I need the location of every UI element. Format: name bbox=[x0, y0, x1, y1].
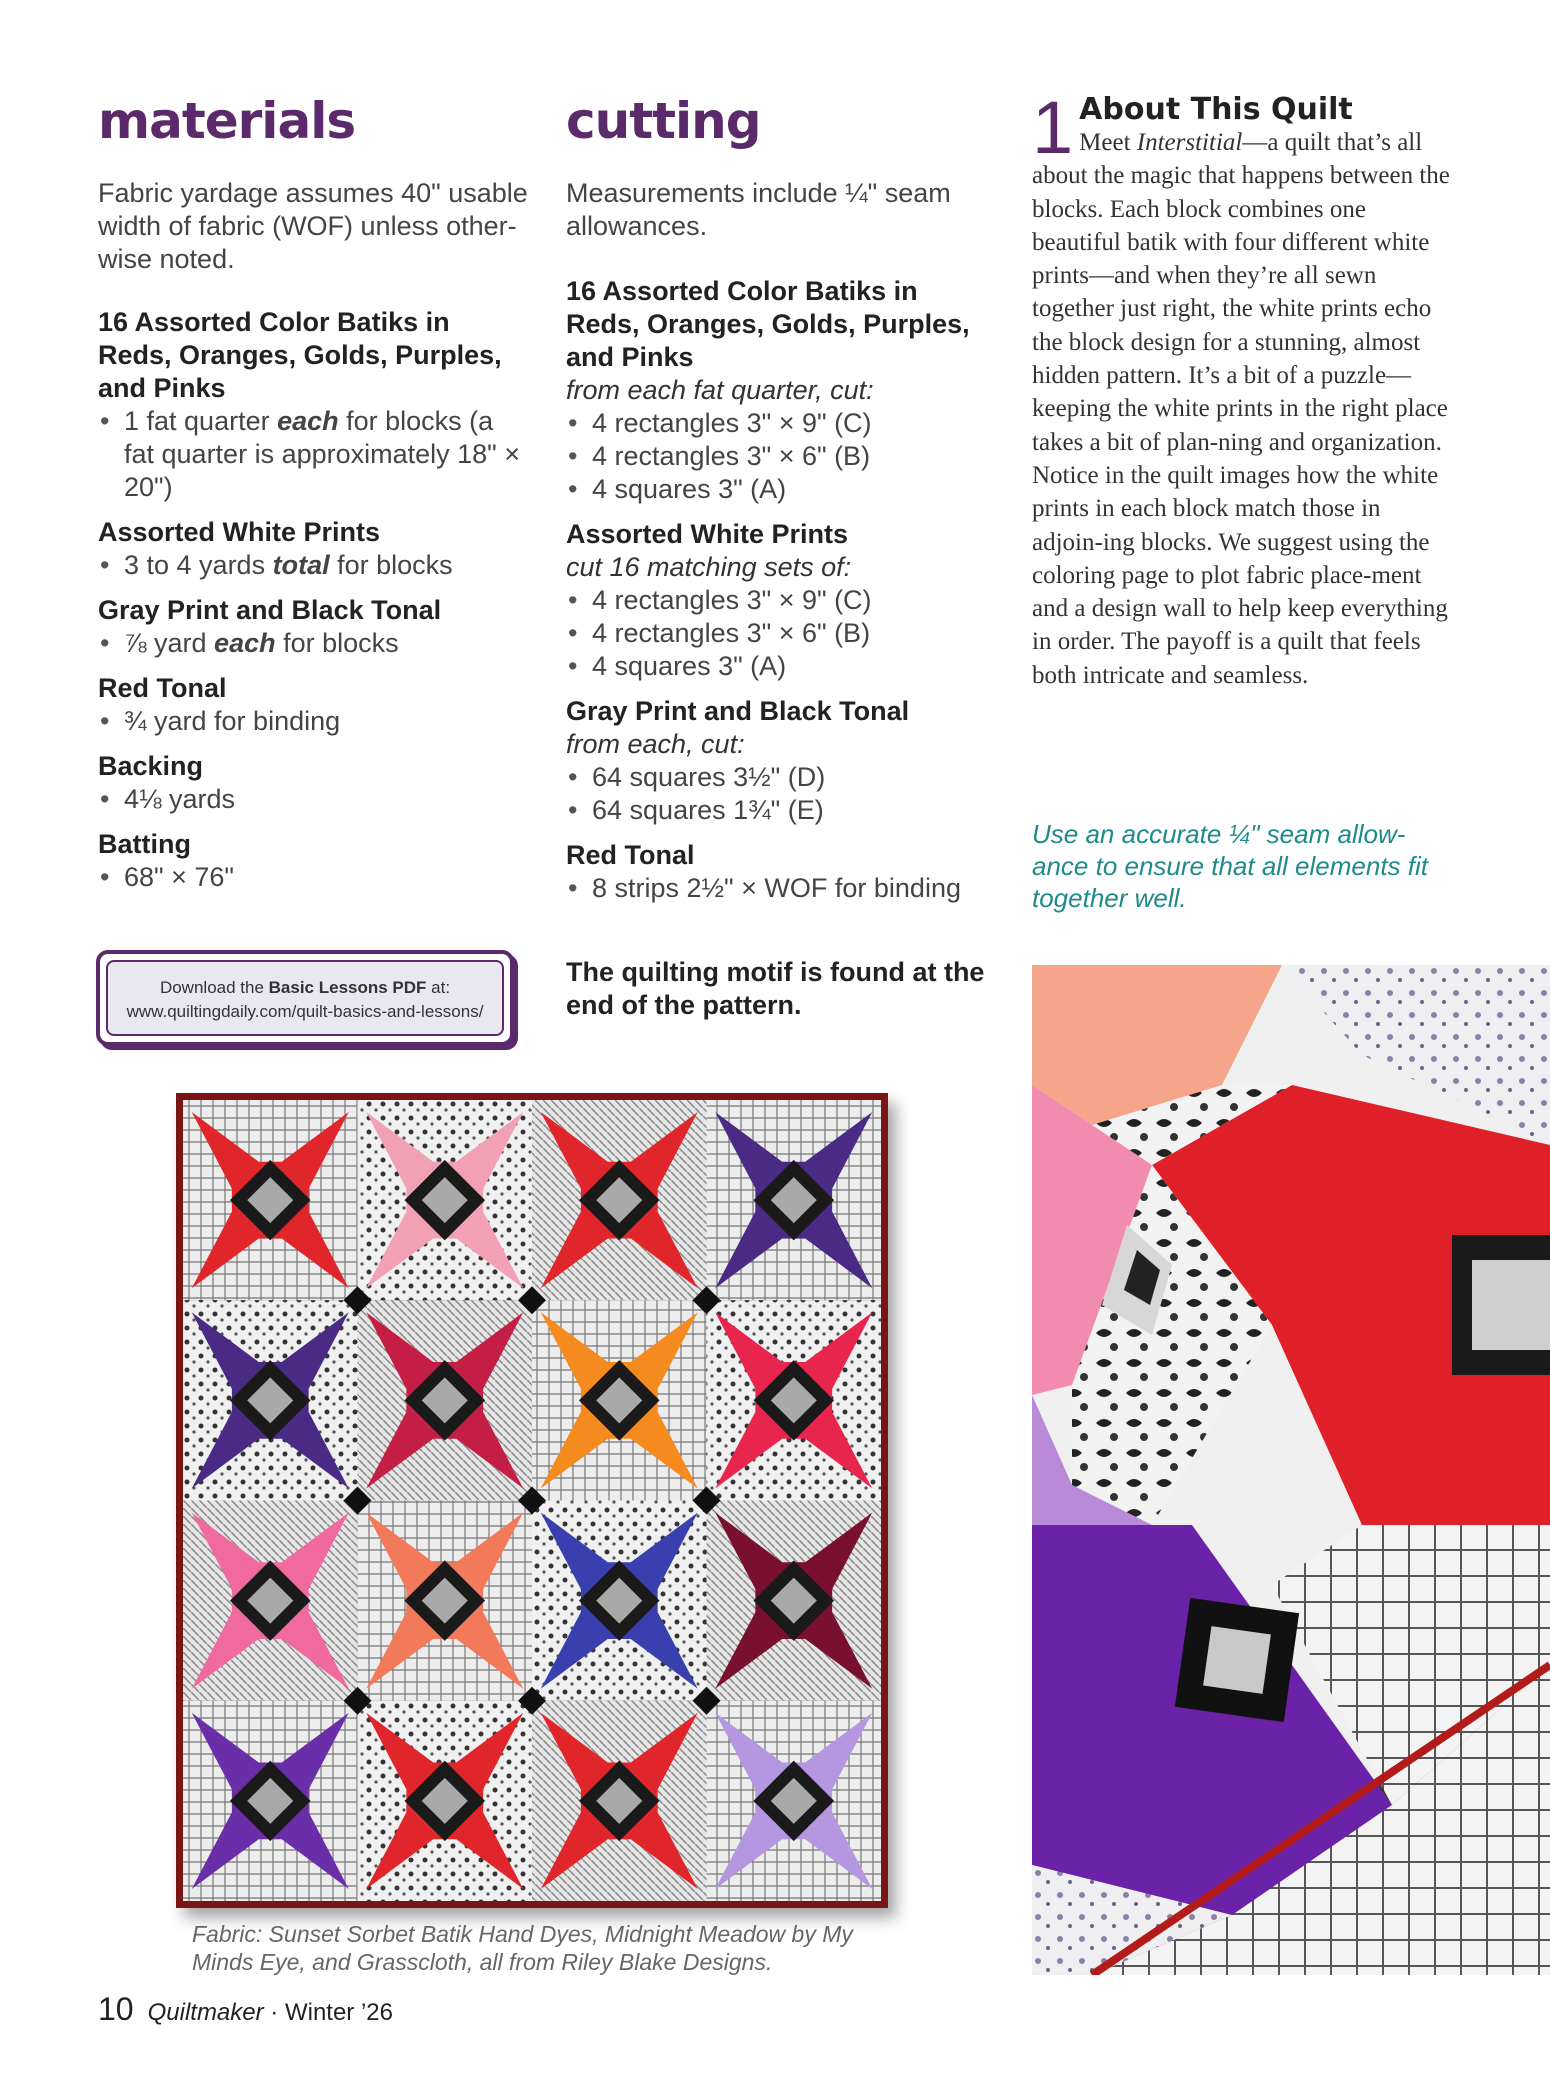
cutting-list bbox=[566, 761, 996, 827]
materials-section-title: Red Tonal bbox=[98, 673, 227, 703]
magazine-name: Quiltmaker bbox=[147, 1999, 264, 2026]
cutting-item: • 4 squares 3" (A) bbox=[566, 650, 996, 683]
materials-item: • 4⅛ yards bbox=[98, 783, 528, 816]
about-title: About This Quilt bbox=[1079, 92, 1353, 127]
about-this-quilt bbox=[1032, 86, 1452, 692]
quilt-illustration bbox=[183, 1100, 881, 1901]
materials-column bbox=[98, 177, 528, 906]
materials-item: • 3 to 4 yards total for blocks bbox=[98, 549, 528, 582]
cutting-section-subtitle: from each, cut: bbox=[566, 729, 745, 759]
materials-intro: Fabric yardage assumes 40" usable width of fabric (WOF) unless other-wise noted. bbox=[98, 178, 528, 274]
materials-section-title: Batting bbox=[98, 829, 191, 859]
cutting-item: • 4 rectangles 3" × 9" (C) bbox=[566, 407, 996, 440]
lessons-url-link[interactable]: www.quiltingdaily.com/quilt-basics-and-lessons/ bbox=[126, 1002, 484, 1021]
materials-list bbox=[98, 405, 528, 504]
drop-cap-number: 1 bbox=[1032, 86, 1074, 169]
basic-lessons-inner bbox=[106, 960, 504, 1036]
quilt-closeup-illustration bbox=[1032, 965, 1550, 1975]
cutting-list bbox=[566, 584, 996, 683]
materials-item: • ⅞ yard each for blocks bbox=[98, 627, 528, 660]
cutting-item: • 4 rectangles 3" × 9" (C) bbox=[566, 584, 996, 617]
materials-item: • 68" × 76" bbox=[98, 861, 528, 894]
materials-list bbox=[98, 549, 528, 582]
cutting-section-title: Gray Print and Black Tonal bbox=[566, 696, 910, 726]
materials-list bbox=[98, 705, 528, 738]
materials-section-title: 16 Assorted Color Batiks in Reds, Oranges, Golds, Purples, and Pinks bbox=[98, 307, 502, 403]
materials-section-title: Assorted White Prints bbox=[98, 517, 381, 547]
page-number: 10 bbox=[98, 1991, 134, 2027]
cutting-item: • 64 squares 1¾" (E) bbox=[566, 794, 996, 827]
materials-heading: materials bbox=[98, 92, 356, 150]
quilting-motif-note: The quilting motif is found at the end of the pattern. bbox=[566, 957, 985, 1020]
quilt-closeup-photo bbox=[1032, 965, 1550, 1975]
cutting-column bbox=[566, 177, 996, 917]
materials-list bbox=[98, 861, 528, 894]
materials-section-title: Backing bbox=[98, 751, 204, 781]
cutting-section-title: Assorted White Prints bbox=[566, 519, 849, 549]
cutting-section-title: 16 Assorted Color Batiks in Reds, Oranges, Golds, Purples, and Pinks bbox=[566, 276, 970, 372]
materials-list bbox=[98, 627, 528, 660]
cutting-section-subtitle: cut 16 matching sets of: bbox=[566, 552, 852, 582]
cutting-section-subtitle: from each fat quarter, cut: bbox=[566, 375, 874, 405]
lessons-line: Download the Basic Lessons PDF at: bbox=[159, 978, 451, 997]
materials-list bbox=[98, 783, 528, 816]
cutting-intro: Measurements include ¼" seam allowances. bbox=[566, 178, 951, 241]
cutting-item: • 4 rectangles 3" × 6" (B) bbox=[566, 617, 996, 650]
cutting-item: • 8 strips 2½" × WOF for binding bbox=[566, 872, 996, 905]
fabric-caption: Fabric: Sunset Sorbet Batik Hand Dyes, Midnight Meadow by My Minds Eye, and Grasscloth, all from Riley Blake Designs. bbox=[192, 1921, 853, 1975]
cutting-list bbox=[566, 872, 996, 905]
cutting-item: • 4 squares 3" (A) bbox=[566, 473, 996, 506]
materials-section-title: Gray Print and Black Tonal bbox=[98, 595, 442, 625]
materials-item: • ¾ yard for binding bbox=[98, 705, 528, 738]
cutting-item: • 4 rectangles 3" × 6" (B) bbox=[566, 440, 996, 473]
basic-lessons-box[interactable] bbox=[96, 950, 514, 1046]
cutting-list bbox=[566, 407, 996, 506]
cutting-heading: cutting bbox=[566, 92, 761, 150]
cutting-section-title: Red Tonal bbox=[566, 840, 695, 870]
quilt-photo bbox=[176, 1093, 888, 1908]
seam-allowance-tip: Use an accurate ¼" seam allow-ance to ensure that all elements fit together well. bbox=[1032, 819, 1429, 913]
about-body: Meet Interstitial—a quilt that’s all about the magic that happens between the blocks. Each block combines one beautiful batik with four different white prints—and when they’re all sewn together just right, the white prints echo the block design for a stunning, almost hidden pattern. It’s a bit of a puzzle—keeping the white prints in the right place takes a bit of plan-ning and organization. Notice in the quilt images how the white prints in each block match those in adjoin-ing blocks. We suggest using the coloring page to plot fabric place-ment and a design wall to help keep everything in order. The payoff is a quilt that feels both intricate and seamless. bbox=[1032, 129, 1450, 689]
issue-label: · Winter ’26 bbox=[263, 1999, 393, 2026]
cutting-item: • 64 squares 3½" (D) bbox=[566, 761, 996, 794]
page-footer bbox=[98, 1991, 393, 2028]
materials-item: • 1 fat quarter each for blocks (a fat quarter is approximately 18" × 20") bbox=[98, 405, 528, 504]
